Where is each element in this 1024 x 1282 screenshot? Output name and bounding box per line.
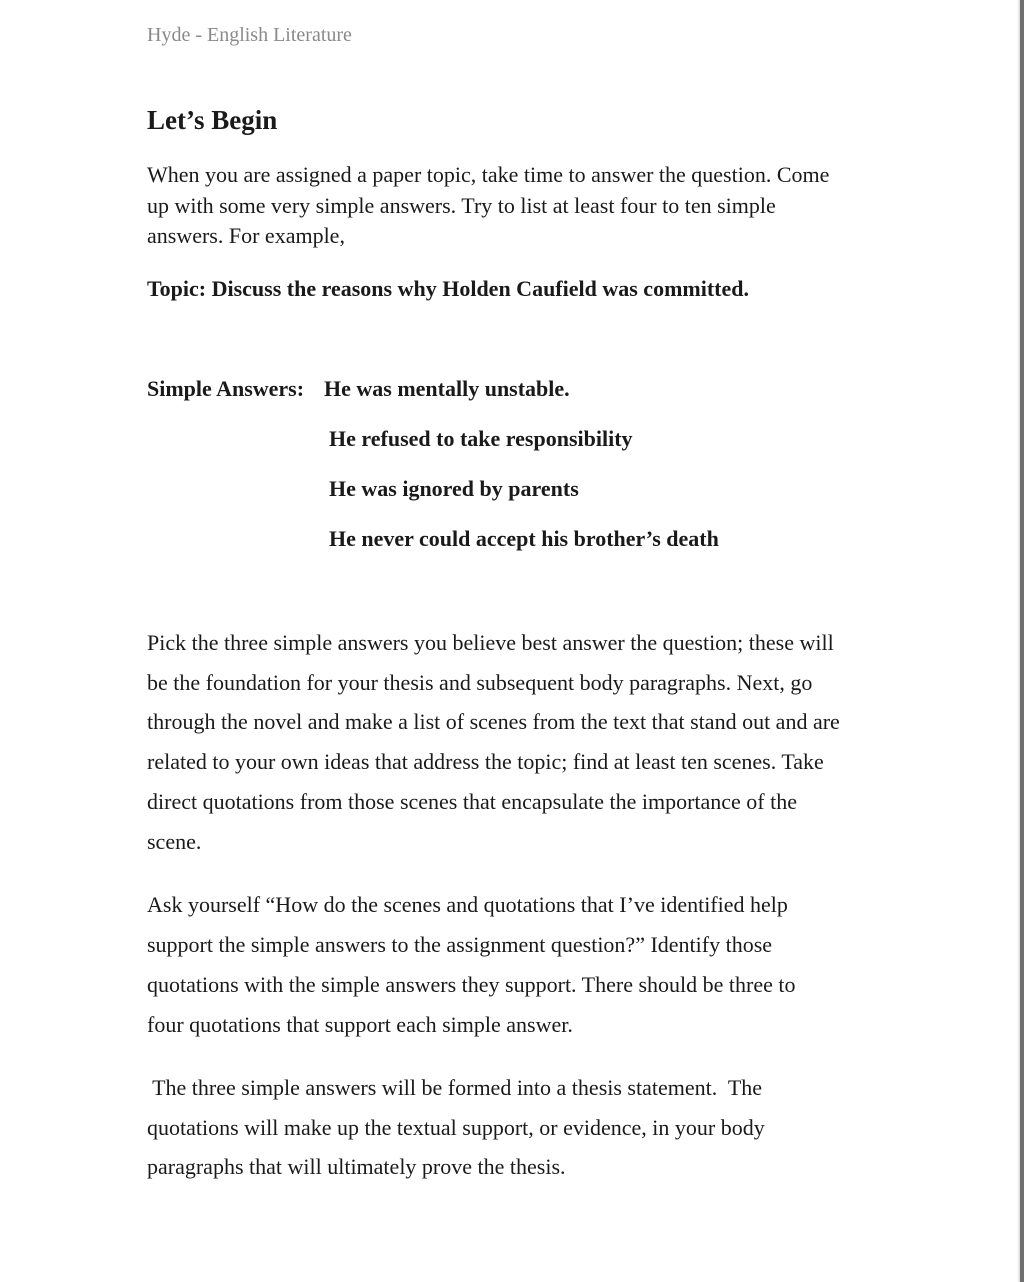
text-line: four quotations that support each simple answer. <box>147 1012 573 1037</box>
simple-answers-label: Simple Answers: <box>147 376 305 401</box>
text-line: up with some very simple answers. Try to list at least four to ten simple <box>147 192 776 218</box>
text-line: direct quotations from those scenes that encapsulate the importance of the <box>147 788 797 814</box>
text-line: scene. <box>147 828 202 854</box>
simple-answer-item: He refused to take responsibility <box>329 426 633 451</box>
ask-yourself-paragraph <box>147 885 877 1045</box>
text-line: answers. For example, <box>147 223 345 248</box>
text-line: Pick the three simple answers you believe best answer the question; these will <box>147 630 834 655</box>
text-line: Ask yourself “How do the scenes and quotations that I’ve identified help <box>147 892 788 917</box>
simple-answer-item: He was ignored by parents <box>329 476 579 501</box>
text-line: be the foundation for your thesis and subsequent body paragraphs. Next, go <box>147 669 813 695</box>
text-line: paragraphs that will ultimately prove the thesis. <box>147 1154 566 1179</box>
text-line: The three simple answers will be formed into a thesis statement. The <box>147 1075 763 1100</box>
pick-answers-paragraph <box>147 623 877 861</box>
text-line: support the simple answers to the assignment question?” Identify those <box>147 932 773 957</box>
simple-answer-item: He was mentally unstable. <box>324 376 570 401</box>
text-line: through the novel and make a list of scenes from the text that stand out and are <box>147 709 840 735</box>
page-edge <box>1020 0 1024 1282</box>
text-line: related to your own ideas that address the topic; find at least ten scenes. Take <box>147 749 824 775</box>
intro-paragraph <box>147 160 877 252</box>
simple-answer-item: He never could accept his brother’s death <box>329 526 719 551</box>
running-header: Hyde - English Literature <box>147 24 352 46</box>
topic-statement: Topic: Discuss the reasons why Holden Caufield was committed. <box>147 276 749 301</box>
thesis-paragraph <box>147 1068 877 1187</box>
section-heading: Let’s Begin <box>147 105 278 135</box>
text-line: quotations will make up the textual support, or evidence, in your body <box>147 1114 765 1140</box>
text-line: quotations with the simple answers they support. There should be three to <box>147 972 796 997</box>
text-line: When you are assigned a paper topic, take time to answer the question. Come <box>147 162 830 187</box>
